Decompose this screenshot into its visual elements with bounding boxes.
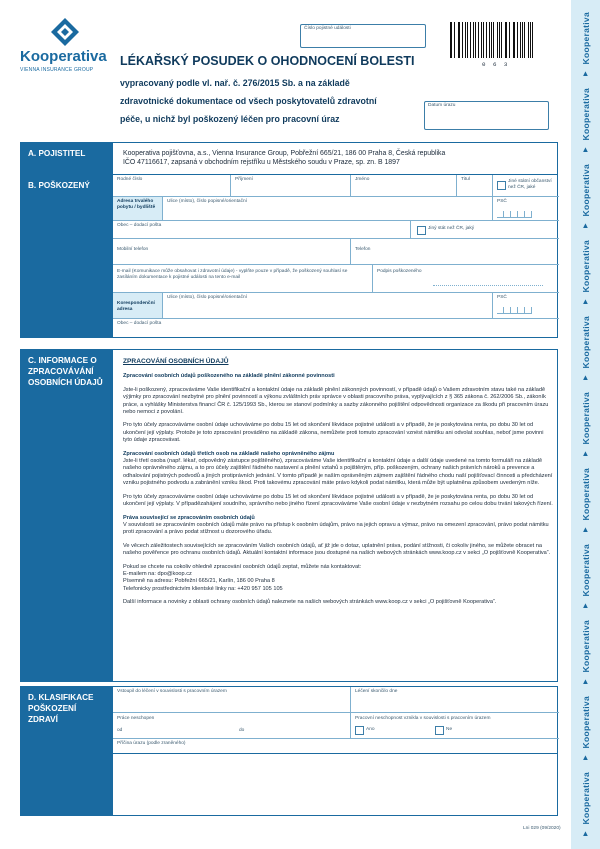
strip-arrow-icon: ▲ [581, 297, 590, 307]
work-related-field[interactable] [351, 713, 559, 739]
strip-arrow-icon: ▲ [581, 677, 590, 687]
strip-arrow-icon: ▲ [581, 145, 590, 155]
email-field[interactable] [113, 265, 373, 293]
phone-field[interactable] [351, 239, 559, 265]
strip-logo [571, 8, 600, 78]
treatment-end-label: Léčení skončilo dne [355, 689, 398, 694]
cause-label: Příčina úrazu (podle zraněného) [117, 741, 186, 746]
strip-logo [571, 768, 600, 838]
strip-arrow-icon: ▲ [581, 69, 590, 79]
contact-email: E-mailem na: dpo@koop.cz [123, 570, 192, 577]
strip-arrow-icon: ▲ [581, 221, 590, 231]
street-label: Ulice (místo), číslo popisné/orientační [167, 199, 247, 204]
strip-logo-text: Kooperativa [580, 620, 591, 673]
strip-arrow-icon: ▲ [581, 525, 590, 535]
psc-field[interactable] [493, 197, 559, 221]
email-label: E-mail (Komunikace může obsahovat i zdravotní údaje) - vyplňte pouze v případě, že poškozený souhlasí se zasíláním dokumentace k pojistné události na tento e-mail [117, 269, 348, 280]
privacy-subheading-2: Zpracování osobních údajů třetích osob na základě našeho oprávněného zájmu [123, 450, 335, 457]
cause-field[interactable] [113, 739, 559, 755]
street-2-field[interactable] [163, 293, 493, 319]
work-related-yes-checkbox[interactable] [355, 726, 364, 735]
surname-field[interactable] [231, 175, 351, 197]
permanent-address-label: Adresa trvalého pobytu / bydliště [117, 199, 156, 210]
street-field[interactable] [163, 197, 493, 221]
insurer-line-1: Kooperativa pojišťovna, a.s., Vienna Insurance Group, Pobřežní 665/21, 186 00 Praha 8, Česká republika [123, 150, 446, 157]
strip-logo [571, 464, 600, 534]
subtitle-line-3 [120, 110, 420, 128]
subtitle-line-2: zdravotnické dokumentace od všech poskytovatelů zdravotní [120, 96, 377, 106]
contact-post: Písemně na adresu: Pobřežní 665/21, Karlín, 186 00 Praha 8 [123, 578, 275, 585]
barcode-area [436, 20, 538, 74]
psc-2-boxes [497, 307, 532, 314]
privacy-paragraph-3: Jste-li třetí osoba (např. lékař, odpovědný zástupce pojištěného), zpracováváme Vaše identifikační a kontaktní údaje a další údaje uvedené na tomto formuláři na základě našeho oprávněného zájmu, a to pro účely zajištění řádného nastavení a plnění vztahů s pojištěným, příp. poškozeným, ochrany našich právních nároků a prevence a odhalování pojistných podvodů a jiných protiprávních jednání. V tomto případě je naším oprávněným zájmem zajištění řádného chodu naší pojišťovací činnosti a předcházení vzniku pojistného podvodu a zabránění vzniku škod. Proti takovému zpracování máte právo kdykoli podat námitku, která může být uplatněna způsobem uvedeným níže. [123, 458, 553, 487]
subtitle-line-3-text: péče, u nichž byl poškozený léčen pro [120, 114, 280, 124]
strip-logo-icon [582, 233, 588, 239]
subtitle-line-3-bold: pracovní úraz [282, 114, 340, 124]
section-b-label: B. POŠKOZENÝ [20, 174, 112, 338]
logo-subtitle: VIENNA INSURANCE GROUP [20, 67, 94, 73]
strip-logo [571, 692, 600, 762]
strip-logo [571, 388, 600, 458]
incapacity-label: Práce neschopen [117, 716, 155, 721]
event-number-label: Číslo pojistné události [304, 26, 351, 31]
section-a-label: A. POJISTITEL [20, 142, 112, 178]
municipality-2-label: Obec – dodací pošta [117, 321, 162, 326]
privacy-paragraph-6: Ve věcech záležitostech souvisejících se zpracováním Vašich osobních údajů, ať již jde o dotaz, uplatnění práva, podání stížnosti, či cokoliv jiného, se můžete obracet na našeho pověřence pro ochranu osobních údajů. Aktuální kontaktní informace jsou dostupné na našich webových stránkách www.koop.cz v sekci „O pojišťovně Kooperativa“. [123, 542, 551, 557]
other-country-label: Jiný stát než ČR, jaký [428, 226, 475, 231]
signature-label: Podpis poškozeného [377, 269, 422, 274]
event-number-field[interactable] [300, 24, 426, 48]
form-title-block [120, 54, 420, 128]
strip-logo [571, 540, 600, 610]
incapacity-field[interactable] [113, 713, 351, 739]
strip-logo [571, 84, 600, 154]
section-c-label: C. INFORMACE O ZPRACOVÁVÁNÍ OSOBNÍCH ÚDAJŮ [20, 349, 112, 682]
privacy-info [123, 358, 553, 613]
street-2-label: Ulice (místo), číslo popisné/orientační [167, 295, 247, 300]
strip-logo-text: Kooperativa [580, 468, 591, 521]
surname-label: Příjmení [235, 177, 253, 182]
strip-logo-icon [582, 81, 588, 87]
privacy-paragraph-5: V souvislosti se zpracováním osobních údajů máte právo na přístup k osobním údajům, právo na jejich opravu a výmaz, právo na omezení zpracování, právo podat námitku proti zpracování a právo podat stížnost u dozorového úřadu. [123, 521, 549, 536]
form-subtitle [120, 74, 420, 128]
psc-2-label: PSČ [497, 295, 507, 300]
section-d-label: D. KLASIFIKACE POŠKOZENÍ ZDRAVÍ [20, 686, 112, 816]
form-code: Lni 029 (09/2020) [523, 826, 561, 831]
privacy-heading: ZPRACOVÁNÍ OSOBNÍCH ÚDAJŮ [123, 358, 229, 365]
municipality-2-field[interactable] [113, 319, 559, 339]
signature-line [433, 285, 543, 286]
work-related-no-label: Ne [446, 727, 453, 732]
strip-logo-icon [582, 385, 588, 391]
side-brand-strip [571, 0, 600, 849]
strip-logo-text: Kooperativa [580, 12, 591, 65]
strip-logo-icon [582, 689, 588, 695]
signature-field[interactable] [373, 265, 559, 293]
municipality-label: Obec – dodací pošta [117, 223, 162, 228]
form-title: LÉKAŘSKÝ POSUDEK O OHODNOCENÍ BOLESTI [120, 54, 415, 68]
subtitle-line-1: vypracovaný podle vl. nař. č. 276/2015 Sb. a na základě [120, 78, 350, 88]
strip-logo-text: Kooperativa [580, 772, 591, 825]
barcode-number: 0 6 3 [482, 61, 510, 68]
strip-arrow-icon: ▲ [581, 753, 590, 763]
barcode-icon [450, 22, 536, 58]
strip-logo-icon [582, 537, 588, 543]
injury-date-label: Datum úrazu [428, 103, 456, 108]
permanent-address-header [113, 197, 163, 221]
other-country-field[interactable] [411, 221, 559, 239]
foreign-citizen-label: Jiné státní občanství než ČR, jaké [508, 179, 552, 190]
strip-arrow-icon: ▲ [581, 449, 590, 459]
strip-logo [571, 236, 600, 306]
privacy-paragraph-4: Pro tyto účely zpracováváme osobní údaje uchováváme po dobu 15 let od skončení likvidace pojistné události a v případě, že je poskytována renta, po dobu 30 let od ukončení její výplaty. V případězahájení soudního, správního nebo jiného řízení zpracováváme Vaše osobní údaje v nezbytném rozsahu po celou dobu trvání takových řízení. [123, 493, 553, 508]
work-related-no-checkbox[interactable] [435, 726, 444, 735]
foreign-citizen-checkbox[interactable] [497, 181, 506, 190]
psc-label: PSČ [497, 199, 507, 204]
insurer-info [123, 149, 445, 167]
insurer-line-2: IČO 47116617, zapsaná v obchodním rejstříku u Městského soudu v Praze, sp. zn. B 1897 [123, 159, 400, 166]
mobile-label: Mobilní telefon [117, 247, 149, 252]
contact-phone: Telefonicky prostřednictvím klientské linky na: +420 957 105 105 [123, 585, 283, 592]
strip-logo [571, 160, 600, 230]
strip-logo-text: Kooperativa [580, 696, 591, 749]
correspondence-address-label: Korespondenční adresa [117, 301, 155, 312]
strip-logo-icon [582, 5, 588, 11]
strip-logo-text: Kooperativa [580, 88, 591, 141]
kooperativa-logo-icon [50, 17, 80, 47]
strip-logo-icon [582, 765, 588, 771]
title-field[interactable] [457, 175, 493, 197]
section-c-box [112, 349, 558, 682]
treatment-start-field[interactable] [113, 687, 351, 713]
phone-label: Telefon [355, 247, 371, 252]
treatment-end-field[interactable] [351, 687, 559, 713]
privacy-paragraph-2: Pro tyto účely zpracováváme osobní údaje uchováváme po dobu 15 let od skončení likvidace pojistné události a v případě, že je poskytována renta, po dobu 30 let od ukončení její výplaty. Protože je toto zpracování prováděno na základě zákona, nemůžete proti tomuto zpracování vznést námitku ani odvolat souhlas, neboť jsme povinni tyto údaje zpracovávat. [123, 422, 544, 444]
section-d-continuation [112, 754, 558, 816]
privacy-paragraph-1: Jste-li poškozený, zpracováváme Vaše identifikační a kontaktní údaje na základě plnění zákonných povinností, v případě údajů o Vašem zdravotním stavu také na základě výjimky pro zpracování nezbytné pro plnění povinností a výkonu zvláštních práv správce v oblasti pracovního práva, vyplývajících z § 365 zákona č. 262/2006 Sb., zákoník práce, a vyhlášky Ministerstva financí ČR č. 125/1993 Sb., kterou se stanoví podmínky a sazby zákonného pojištění odpovědnosti organizace za škodu při pracovním úrazu nebo nemoci z povolání. [123, 386, 549, 416]
strip-logo-icon [582, 309, 588, 315]
company-logo [20, 15, 110, 75]
other-country-checkbox[interactable] [417, 226, 426, 235]
strip-logo-icon [582, 461, 588, 467]
firstname-field[interactable] [351, 175, 457, 197]
treatment-start-label: Vstoupil do léčení v souvislosti s pracovním úrazem [117, 689, 227, 694]
strip-logo-text: Kooperativa [580, 316, 591, 369]
privacy-paragraph-8: Další informace a novinky z oblasti ochrany osobních údajů naleznete na našich webových stránkách www.koop.cz v sekci „O pojišťovně Kooperativa“. [123, 599, 497, 606]
strip-logo-text: Kooperativa [580, 544, 591, 597]
title-label: Titul [461, 177, 470, 182]
strip-logo-text: Kooperativa [580, 164, 591, 217]
contact-intro: Pokud se chcete na cokoliv ohledně zpracování osobních údajů zeptat, můžete nás kontaktovat: [123, 563, 362, 570]
strip-logo-text: Kooperativa [580, 392, 591, 445]
municipality-field[interactable] [113, 221, 411, 239]
section-a-box [112, 142, 558, 178]
birth-number-label: Rodné číslo [117, 177, 143, 182]
correspondence-address-header [113, 293, 163, 319]
strip-arrow-icon: ▲ [581, 373, 590, 383]
foreign-citizenship-field[interactable] [493, 175, 559, 197]
incapacity-from-label: od [117, 728, 123, 733]
mobile-field[interactable] [113, 239, 351, 265]
privacy-subheading-3: Práva související se zpracováním osobních údajů [123, 514, 255, 521]
psc-2-field[interactable] [493, 293, 559, 319]
firstname-label: Jméno [355, 177, 370, 182]
privacy-contact-block [123, 564, 553, 594]
work-related-yes-label: Ano [366, 727, 375, 732]
strip-logo-icon [582, 157, 588, 163]
injury-date-field[interactable] [424, 101, 549, 130]
logo-name: Kooperativa [20, 48, 107, 65]
strip-arrow-icon: ▲ [581, 829, 590, 839]
birth-number-field[interactable] [113, 175, 231, 197]
psc-boxes [497, 211, 532, 218]
strip-logo-icon [582, 613, 588, 619]
incapacity-to-label: do [239, 728, 245, 733]
strip-logo-text: Kooperativa [580, 240, 591, 293]
work-related-label: Pracovní neschopnost vznikla v souvislosti s pracovním úrazem [355, 716, 491, 721]
section-b-box [112, 174, 558, 338]
strip-arrow-icon: ▲ [581, 601, 590, 611]
strip-logo [571, 616, 600, 686]
strip-logo [571, 312, 600, 382]
section-d-box [112, 686, 558, 754]
privacy-subheading-1: Zpracování osobních údajů poškozeného na základě plnění zákonné povinnosti [123, 373, 335, 380]
